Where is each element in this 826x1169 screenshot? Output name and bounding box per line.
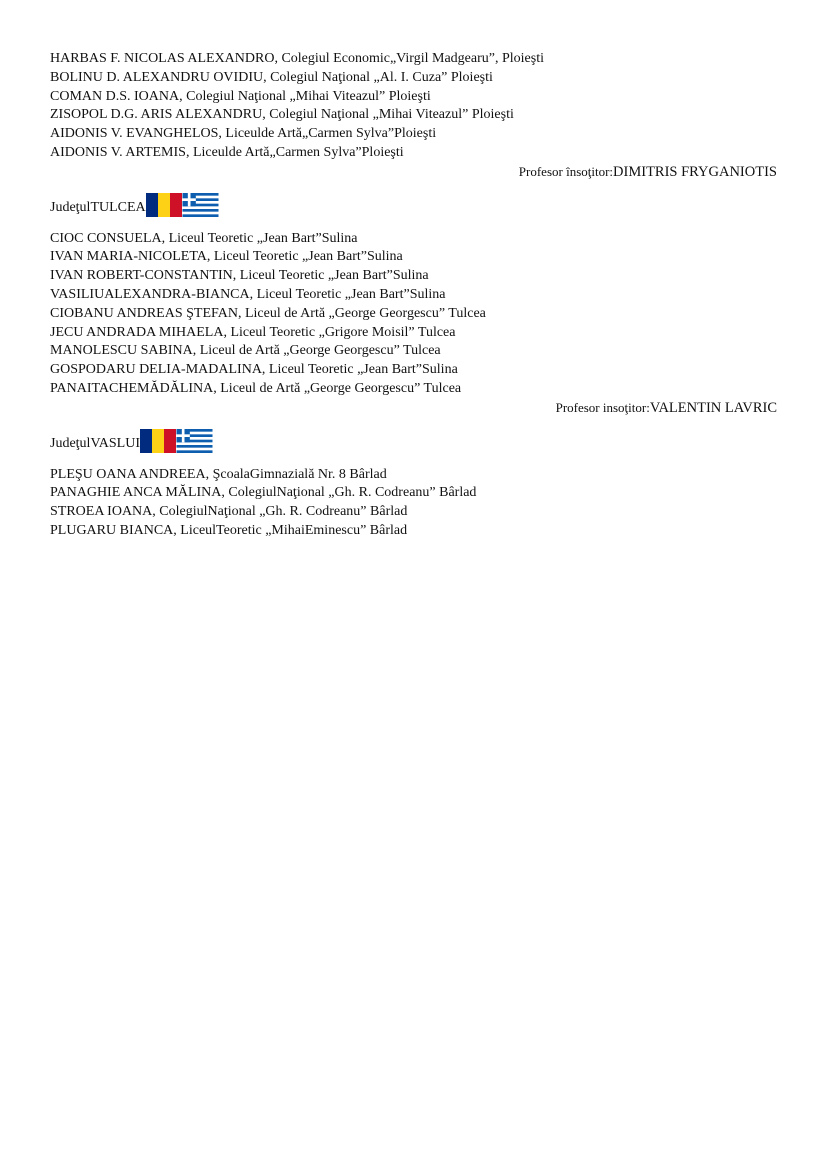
county-label: Judeţul [50, 435, 91, 451]
list-item: HARBAS F. NICOLAS ALEXANDRO, Colegiul Economic„Virgil Madgearu”, Ploieşti [50, 51, 544, 66]
list-item: PANAGHIE ANCA MĂLINA, ColegiulNaţional „Gh. R. Codreanu” Bârlad [50, 485, 477, 501]
list-item: COMAN D.S. IOANA, Colegiul Naţional „Mihai Viteazul” Ploieşti [50, 88, 431, 104]
document-page [50, 50, 777, 541]
list-item: ZISOPOL D.G. ARIS ALEXANDRU, Colegiul Naţional „Mihai Viteazul” Ploieşti [50, 107, 514, 123]
county-heading-vaslui [50, 427, 777, 453]
accompanying-teacher-prahova [50, 163, 777, 182]
accompanying-teacher-label: Profesor însoţitor: [518, 163, 614, 179]
list-item: AIDONIS V. ARTEMIS, Liceulde Artă„Carmen Sylva”Ploieşti [50, 144, 404, 160]
list-item: PLUGARU BIANCA, LiceulTeoretic „MihaiEminescu” Bârlad [50, 522, 408, 538]
list-item: GOSPODARU DELIA-MADALINA, Liceul Teoretic „Jean Bart”Sulina [50, 362, 458, 378]
list-item: PLEŞU OANA ANDREEA, ŞcoalaGimnazială Nr. 8 Bârlad [50, 466, 387, 482]
greece-flag-icon [176, 429, 213, 453]
county-name: VASLUI [90, 435, 140, 451]
greece-flag-icon [182, 193, 219, 217]
list-item: STROEA IOANA, ColegiulNaţional „Gh. R. Codreanu” Bârlad [50, 504, 408, 520]
list-item: IVAN MARIA-NICOLETA, Liceul Teoretic „Jean Bart”Sulina [50, 249, 403, 265]
list-item: AIDONIS V. EVANGHELOS, Liceulde Artă„Carmen Sylva”Ploieşti [50, 126, 437, 142]
romania-flag-icon [146, 193, 182, 217]
accompanying-teacher-label: Profesor insoţitor: [555, 399, 650, 415]
list-item: BOLINU D. ALEXANDRU OVIDIU, Colegiul Naţional „Al. I. Cuza” Ploieşti [50, 69, 493, 85]
list-item: VASILIUALEXANDRA-BIANCA, Liceul Teoretic „Jean Bart”Sulina [50, 286, 446, 302]
county-label: Judeţul [50, 199, 91, 215]
accompanying-teacher-name: VALENTIN LAVRIC [649, 399, 777, 416]
county-name: TULCEA [90, 199, 146, 215]
list-item: JECU ANDRADA MIHAELA, Liceul Teoretic „Grigore Moisil” Tulcea [50, 324, 456, 340]
list-item: CIOBANU ANDREAS ŞTEFAN, Liceul de Artă „George Georgescu” Tulcea [50, 305, 486, 321]
list-item: CIOC CONSUELA, Liceul Teoretic „Jean Bart”Sulina [50, 230, 358, 246]
list-item: IVAN ROBERT-CONSTANTIN, Liceul Teoretic „Jean Bart”Sulina [50, 268, 429, 284]
list-item: PANAITACHEMĂDĂLINA, Liceul de Artă „George Georgescu” Tulcea [50, 380, 462, 396]
participant-list-tulcea [50, 230, 777, 399]
county-heading-tulcea [50, 191, 777, 217]
accompanying-teacher-name: DIMITRIS FRYGANIOTIS [613, 163, 777, 180]
romania-flag-icon [140, 429, 176, 453]
accompanying-teacher-tulcea [50, 399, 777, 418]
list-item: MANOLESCU SABINA, Liceul de Artă „George Georgescu” Tulcea [50, 343, 441, 359]
participant-list-vaslui [50, 466, 777, 541]
participant-list-prahova [50, 50, 777, 163]
